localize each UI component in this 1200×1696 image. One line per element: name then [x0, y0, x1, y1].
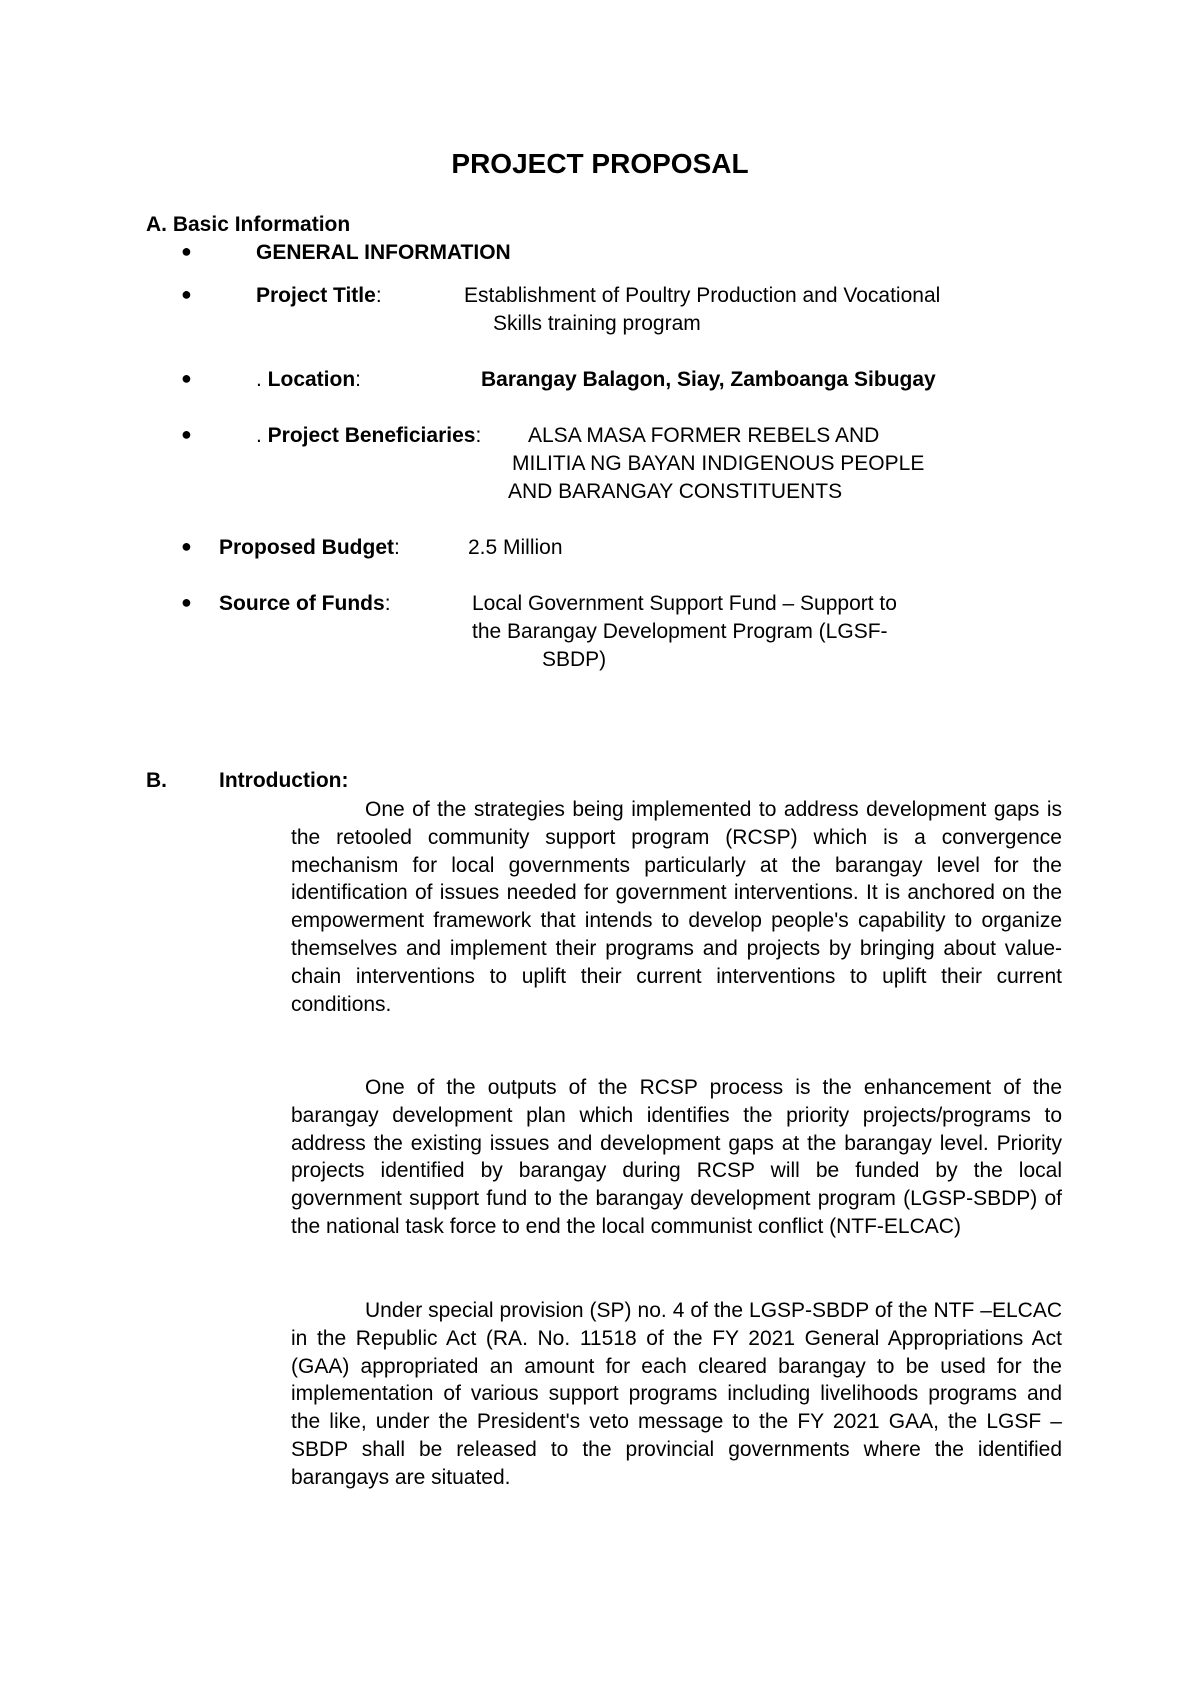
beneficiaries-value-line-2: MILITIA NG BAYAN INDIGENOUS PEOPLE — [512, 452, 925, 475]
location-label: Location — [267, 368, 356, 391]
bullet-icon: ● — [181, 241, 192, 261]
budget-field — [219, 534, 400, 562]
paragraph-text: One of the outputs of the RCSP process is the enhancement of the barangay development plan which identifies the priority projects/programs to address the existing issues and development gaps at the barangay level. Priority projects identified by barangay during RCSP will be funded by the local government support fund to the barangay development program (LGSP-SBDP) of the national task force to end the local communist conflict (NTF-ELCAC) — [291, 1076, 1062, 1238]
bullet-icon: ● — [181, 424, 192, 444]
funds-label: Source of Funds — [219, 592, 385, 615]
paragraph-text: Under special provision (SP) no. 4 of the LGSP-SBDP of the NTF –ELCAC in the Republic Act (RA. No. 11518 of the FY 2021 General Appropriations Act (GAA) appropriated an amount for each cleared barangay to be used for the implementation of various support programs including livelihoods programs and the like, under the President's veto message to the FY 2021 GAA, the LGSF – SBDP shall be released to the provincial governments where the identified barangays are situated. — [291, 1299, 1062, 1489]
colon: : — [394, 536, 400, 559]
project-title-field — [256, 282, 382, 310]
bullet-icon: ● — [181, 284, 192, 304]
bullet-icon: ● — [181, 368, 192, 388]
funds-field — [219, 590, 391, 618]
colon: : — [355, 368, 362, 391]
intro-paragraph-2 — [291, 1074, 1062, 1241]
budget-value: 2.5 Million — [468, 536, 563, 559]
location-field — [256, 366, 361, 394]
location-value: Barangay Balagon, Siay, Zamboanga Sibugay — [481, 368, 936, 391]
beneficiaries-prefix: . — [256, 424, 268, 447]
funds-value-line-3: SBDP) — [542, 648, 607, 671]
section-b-heading: Introduction: — [219, 769, 349, 792]
funds-value-line-1: Local Government Support Fund – Support to — [472, 592, 897, 615]
paragraph-text: One of the strategies being implemented to address development gaps is the retooled community support program (RCSP) which is a convergence mechanism for local governments particularly at the barangay level for the identification of issues needed for government interventions. It is anchored on the empowerment framework that intends to develop people's capability to organize themselves and implement their programs and projects by bringing about value-chain interventions to uplift their current interventions to uplift their current conditions. — [291, 798, 1062, 1016]
colon: : — [375, 284, 382, 307]
intro-paragraph-3 — [291, 1297, 1062, 1492]
intro-paragraph-1 — [291, 796, 1062, 1018]
project-title-label: Project Title — [256, 284, 376, 307]
general-information-label: GENERAL INFORMATION — [256, 241, 511, 264]
project-title-value-line-1: Establishment of Poultry Production and Vocational — [464, 284, 941, 307]
page-title: PROJECT PROPOSAL — [451, 148, 749, 179]
beneficiaries-value-line-1: ALSA MASA FORMER REBELS AND — [528, 424, 880, 447]
bullet-icon: ● — [181, 592, 192, 612]
funds-value-line-2: the Barangay Development Program (LGSF- — [472, 620, 888, 643]
project-title-value-line-2: Skills training program — [493, 312, 701, 335]
section-a-heading: A. Basic Information — [146, 213, 351, 236]
colon: : — [384, 592, 391, 615]
section-b-letter: B. — [146, 769, 167, 792]
bullet-icon: ● — [181, 536, 192, 556]
beneficiaries-label: Project Beneficiaries — [267, 424, 476, 447]
colon: : — [475, 424, 482, 447]
beneficiaries-field — [256, 422, 481, 450]
budget-label: Proposed Budget — [219, 536, 395, 559]
location-prefix: . — [256, 368, 268, 391]
beneficiaries-value-line-3: AND BARANGAY CONSTITUENTS — [508, 480, 843, 503]
